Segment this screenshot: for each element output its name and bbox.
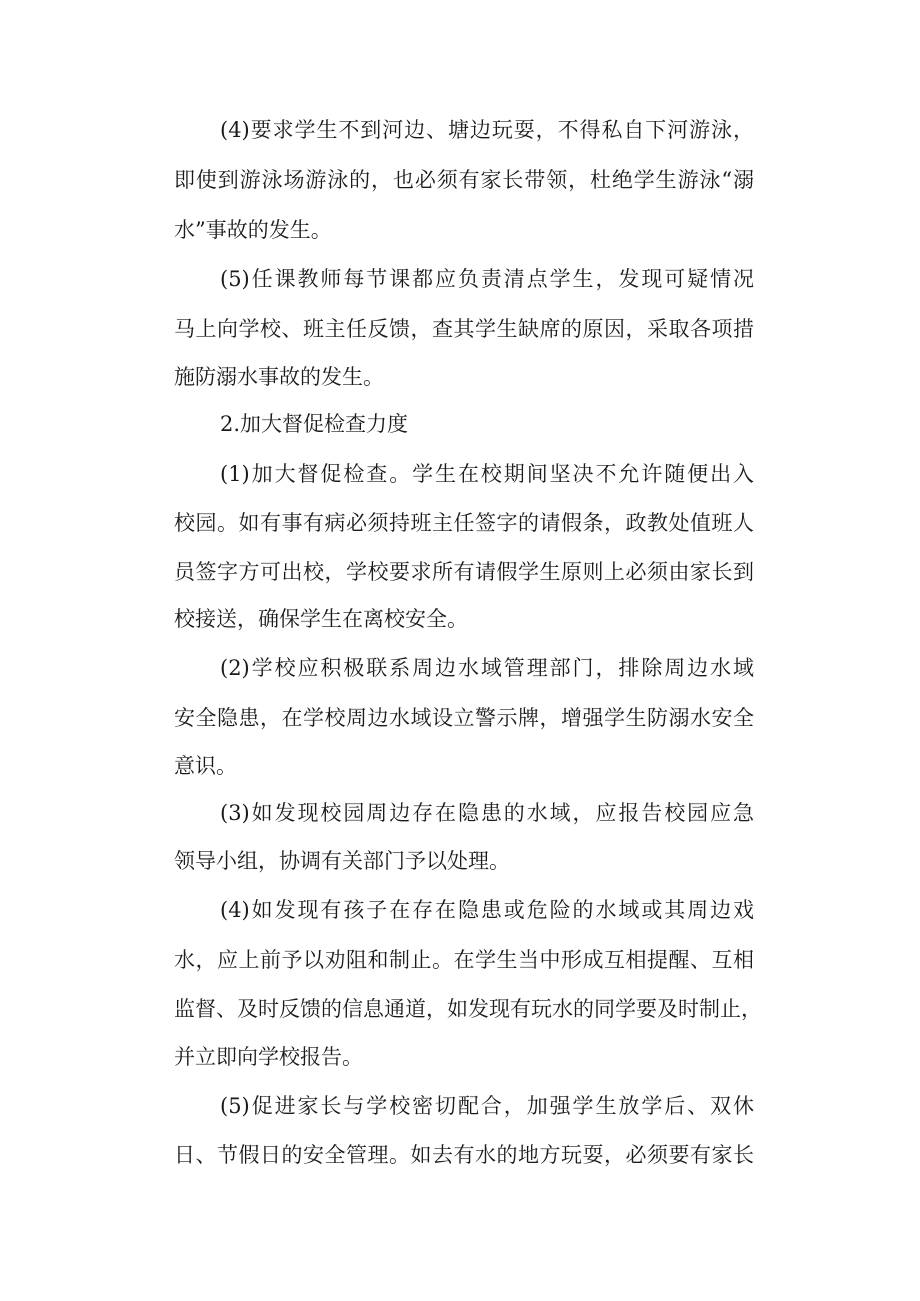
text-line: 日、节假日的安全管理。如去有水的地方玩耍，必须要有家长 <box>174 1143 754 1167</box>
text-line: (4)要求学生不到河边、塘边玩耍，不得私自下河游泳， <box>220 118 754 142</box>
text-line: 校接送，确保学生在离校安全。 <box>174 607 468 631</box>
section-heading: 2.加大督促检查力度 <box>220 412 409 436</box>
text-line: 即使到游泳场游泳的，也必须有家长带领，杜绝学生游泳“溺 <box>174 168 754 192</box>
text-line: (2)学校应积极联系周边水域管理部门，排除周边水域 <box>220 656 754 680</box>
text-line: 意识。 <box>174 754 237 778</box>
text-line: 员签字方可出校，学校要求所有请假学生原则上必须由家长到 <box>174 560 754 584</box>
text-line: 监督、及时反馈的信息通道，如发现有玩水的同学要及时制止， <box>174 997 762 1021</box>
text-line: (3)如发现校园周边存在隐患的水域，应报告校园应急 <box>220 801 754 825</box>
text-line: 领导小组，协调有关部门予以处理。 <box>174 849 510 873</box>
text-line: (4)如发现有孩子在存在隐患或危险的水域或其周边戏 <box>220 898 754 922</box>
text-line: (5)促进家长与学校密切配合，加强学生放学后、双休 <box>220 1094 754 1118</box>
text-line: (5)任课教师每节课都应负责清点学生，发现可疑情况 <box>220 267 754 291</box>
text-line: 马上向学校、班主任反馈，查其学生缺席的原因，采取各项措 <box>174 317 754 341</box>
text-line: 并立即向学校报告。 <box>174 1045 363 1069</box>
text-line: (1)加大督促检查。学生在校期间坚决不允许随便出入 <box>220 462 754 486</box>
text-line: 水，应上前予以劝阻和制止。在学生当中形成互相提醒、互相 <box>174 948 754 972</box>
text-line: 安全隐患，在学校周边水域设立警示牌，增强学生防溺水安全 <box>174 706 754 730</box>
text-line: 水”事故的发生。 <box>174 218 332 242</box>
text-line: 施防溺水事故的发生。 <box>174 365 384 389</box>
text-line: 校园。如有事有病必须持班主任签字的请假条，政教处值班人 <box>174 511 754 535</box>
